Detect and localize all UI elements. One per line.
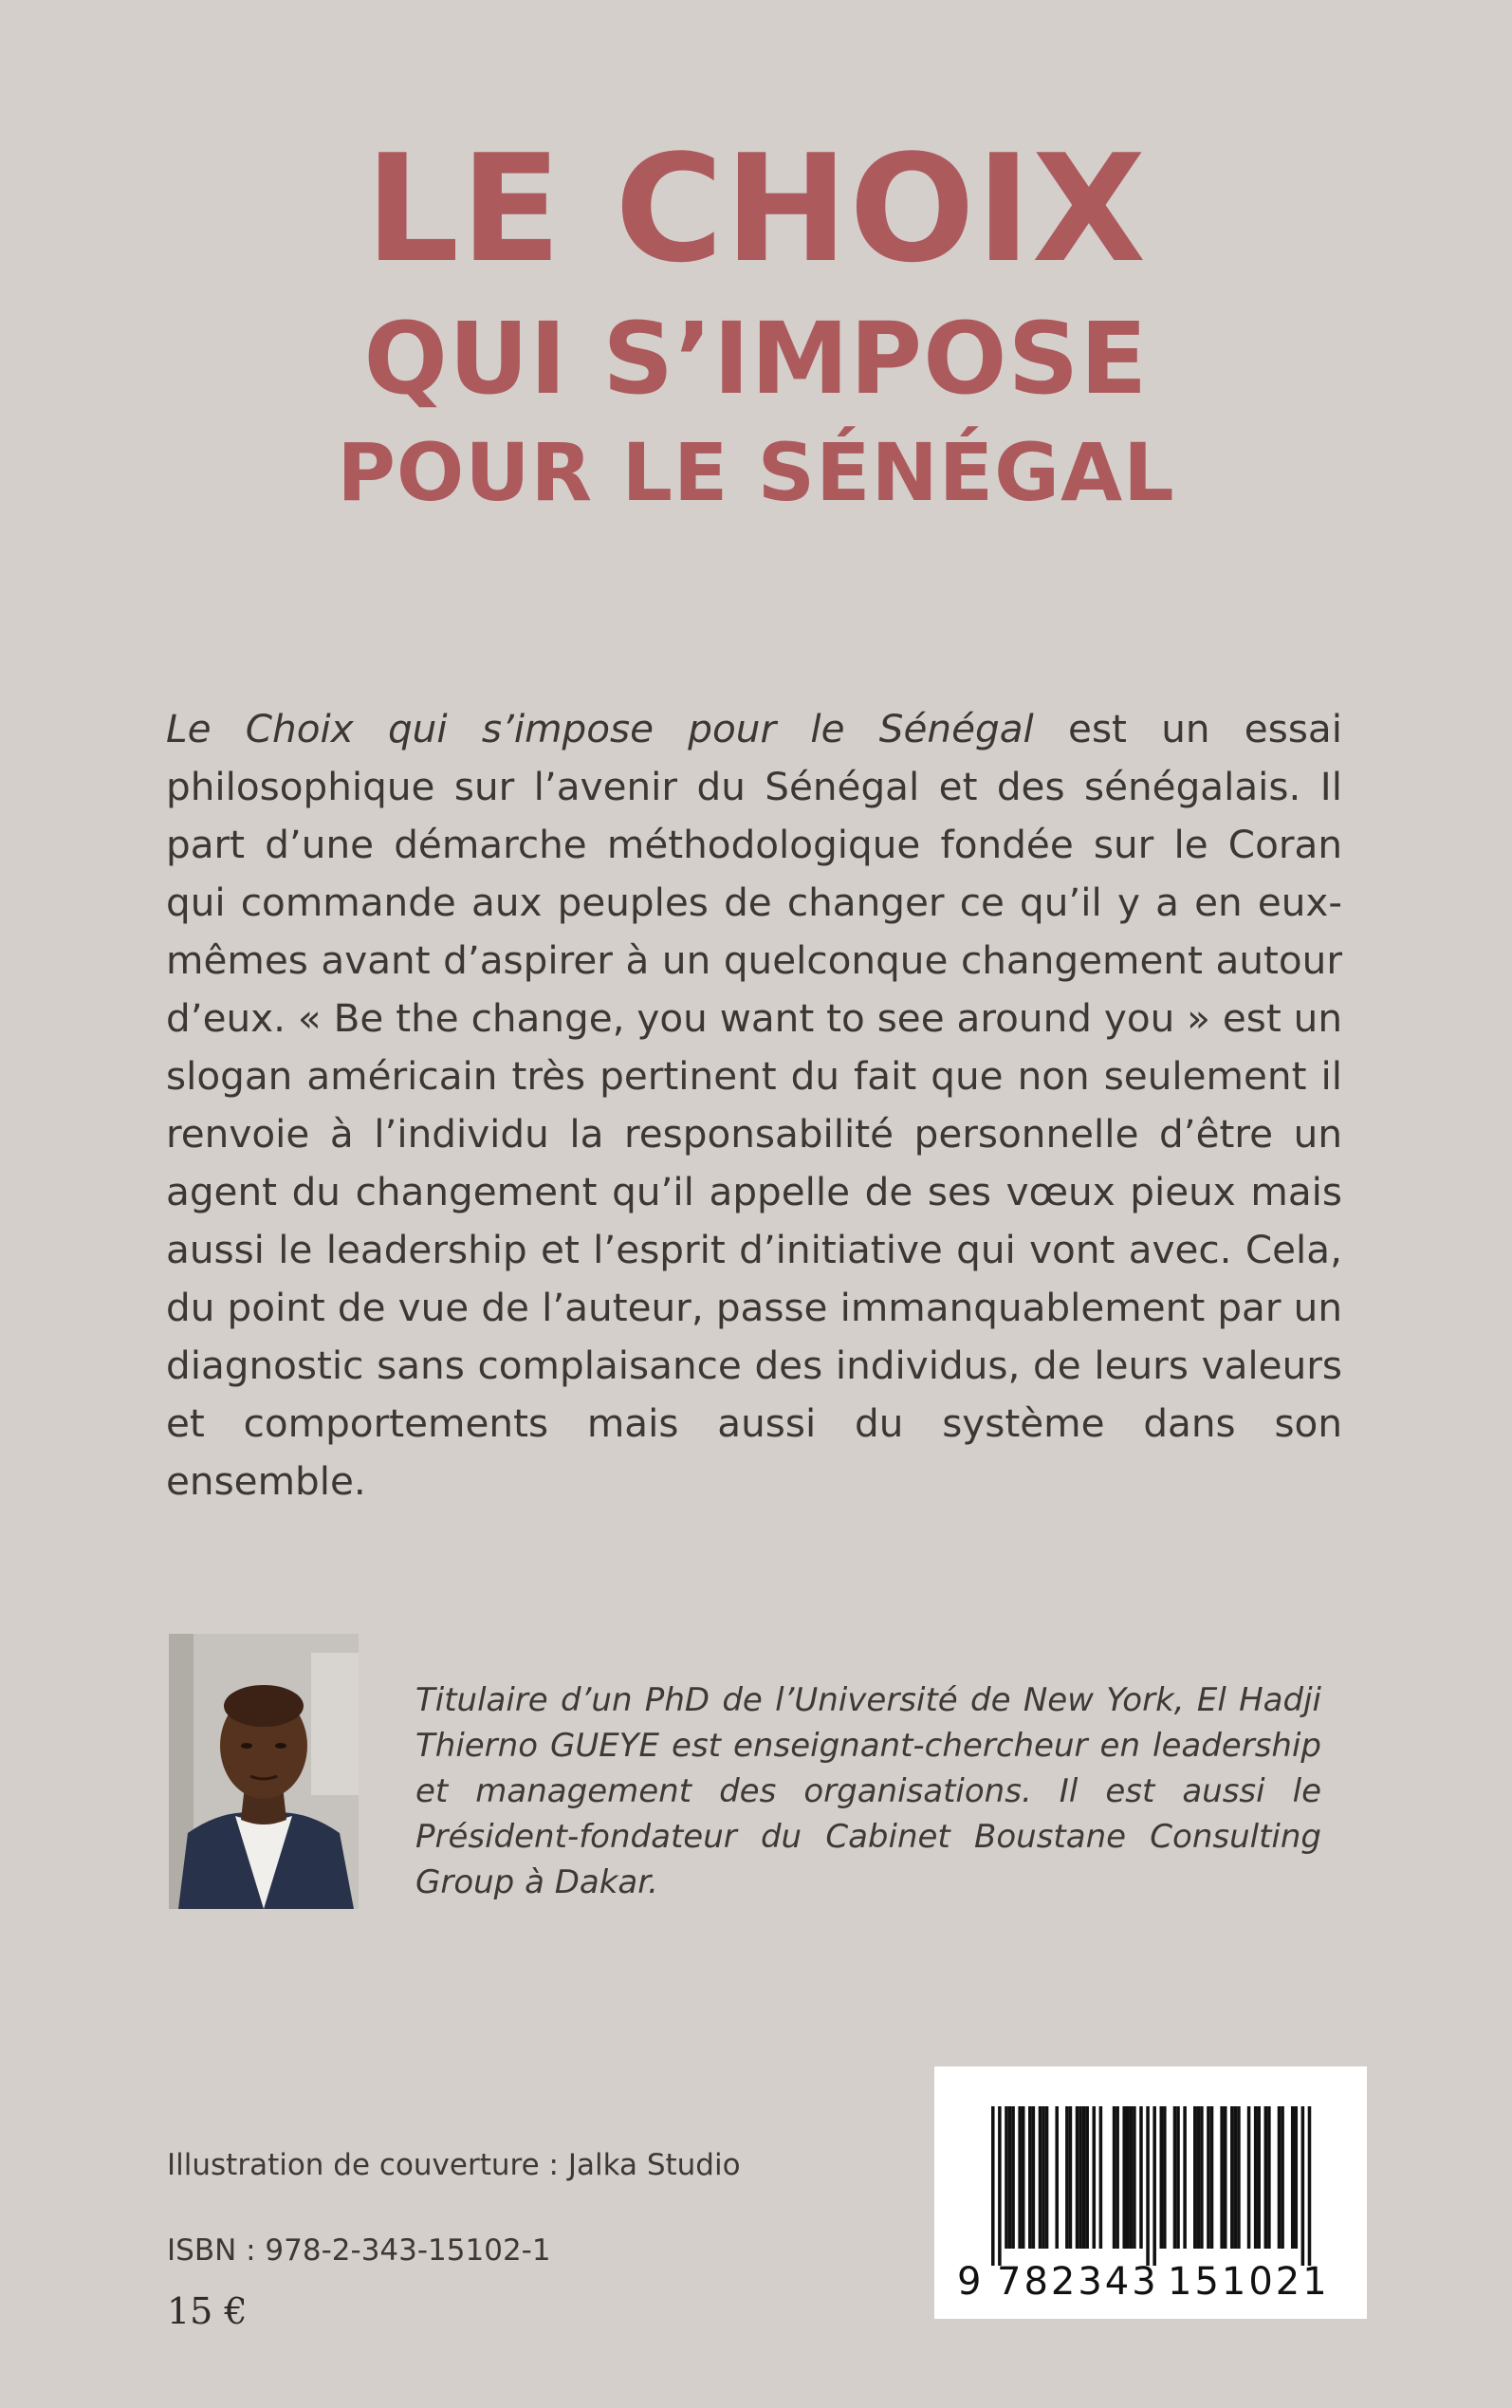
barcode-bar (1042, 2106, 1045, 2249)
barcode-bar (1264, 2106, 1268, 2249)
barcode-bar (1254, 2106, 1258, 2249)
barcode-bar (1295, 2106, 1299, 2249)
barcode-bar (1257, 2106, 1261, 2249)
barcode-bar (1291, 2106, 1295, 2249)
barcode-bar (1193, 2106, 1197, 2249)
barcode-bar (1301, 2106, 1305, 2266)
barcode-bar (1173, 2106, 1177, 2249)
barcode-bar (1220, 2106, 1224, 2249)
barcode-bar (1237, 2106, 1241, 2249)
barcode-bar (1197, 2106, 1201, 2249)
barcode-bar (1230, 2106, 1234, 2249)
barcode-bar (1113, 2106, 1116, 2249)
barcode-bar (1160, 2106, 1164, 2249)
title-line-3: POUR LE SÉNÉGAL (337, 426, 1175, 519)
barcode-bar (991, 2106, 995, 2266)
barcode-bar (1116, 2106, 1119, 2249)
book-summary (166, 700, 1342, 1510)
barcode (934, 2066, 1367, 2319)
barcode-bar (1183, 2106, 1187, 2249)
barcode-first-digit: 9 (957, 2260, 985, 2304)
author-portrait-icon (169, 1634, 359, 1909)
barcode-bar (1079, 2106, 1082, 2249)
barcode-bar (1308, 2106, 1312, 2266)
summary-italic-title: Le Choix qui s’impose pour le Sénégal (166, 706, 1034, 751)
barcode-bar (1076, 2106, 1079, 2249)
barcode-bar (1122, 2106, 1126, 2249)
summary-text: est un essai philosophique sur l’avenir du Sénégal et des sénégalais. Il part d’une démarche méthodologique fondée sur le Coran qui commande aux peuples de changer ce qu’il y a en eux-mêmes avant d’aspirer à un quelconque changement autour d’eux. « Be the change, you want to see around you » est un slogan américain très pertinent du fait que non seulement il renvoie à l’individu la responsabilité personnelle d’être un agent du changement qu’il appelle de ses vœux pieux mais aussi le leadership et l’esprit d’initiative qui vont avec. Cela, du point de vue de l’auteur, passe immanquablement par un diagnostic sans complaisance des individus, de leurs valeurs et comportements mais aussi du système dans son ensemble. (166, 706, 1342, 1504)
barcode-bar (1200, 2106, 1204, 2249)
barcode-bar (1005, 2106, 1008, 2249)
barcode-bar (1207, 2106, 1210, 2249)
barcode-right-group: 151021 (1168, 2260, 1330, 2304)
barcode-bar (1278, 2106, 1282, 2249)
barcode-bar (1011, 2106, 1015, 2249)
book-title (0, 123, 1512, 522)
barcode-bar (1045, 2106, 1049, 2249)
barcode-bar (1146, 2106, 1150, 2266)
barcode-bar (1234, 2106, 1238, 2249)
barcode-bar (1130, 2106, 1134, 2249)
barcode-bar (1133, 2106, 1136, 2249)
title-line-1: LE CHOIX (364, 122, 1148, 295)
barcode-bar (1210, 2106, 1214, 2249)
barcode-bar (1065, 2106, 1069, 2249)
title-line-2: QUI S’IMPOSE (363, 301, 1149, 417)
barcode-bar (1176, 2106, 1180, 2249)
barcode-bar (1022, 2106, 1025, 2249)
barcode-bar (1018, 2106, 1022, 2249)
author-photo (169, 1634, 359, 1909)
barcode-bar (1099, 2106, 1103, 2249)
barcode-bar (1093, 2106, 1097, 2249)
book-price: 15 € (167, 2290, 248, 2332)
barcode-left-group: 782343 (997, 2260, 1159, 2304)
barcode-bar (1152, 2106, 1156, 2266)
barcode-bar (1224, 2106, 1227, 2249)
barcode-bar (1039, 2106, 1042, 2249)
barcode-bar (1032, 2106, 1036, 2249)
barcode-bar (1281, 2106, 1284, 2249)
author-bio: Titulaire d’un PhD de l’Université de New York, El Hadji Thierno GUEYE est enseignant-chercheur en leadership et management des organisations. Il est aussi le Président-fondateur du Cabinet Boustane Consulting Group à Dakar. (415, 1681, 1321, 1901)
barcode-bar (1163, 2106, 1167, 2249)
barcode-bar (998, 2106, 1002, 2266)
barcode-bar (1008, 2106, 1012, 2249)
barcode-bar (1055, 2106, 1059, 2249)
barcode-bar (1085, 2106, 1089, 2249)
barcode-bar (1082, 2106, 1086, 2249)
barcode-bar (1069, 2106, 1073, 2249)
barcode-bar (1267, 2106, 1271, 2249)
isbn-number: ISBN : 978-2-343-15102-1 (167, 2233, 551, 2268)
barcode-bar (1028, 2106, 1032, 2249)
barcode-bar (1139, 2106, 1143, 2249)
barcode-bar (1247, 2106, 1251, 2249)
barcode-bars (934, 2066, 1367, 2266)
cover-illustration-credit: Illustration de couverture : Jalka Studio (167, 2148, 741, 2182)
barcode-bar (1126, 2106, 1130, 2249)
